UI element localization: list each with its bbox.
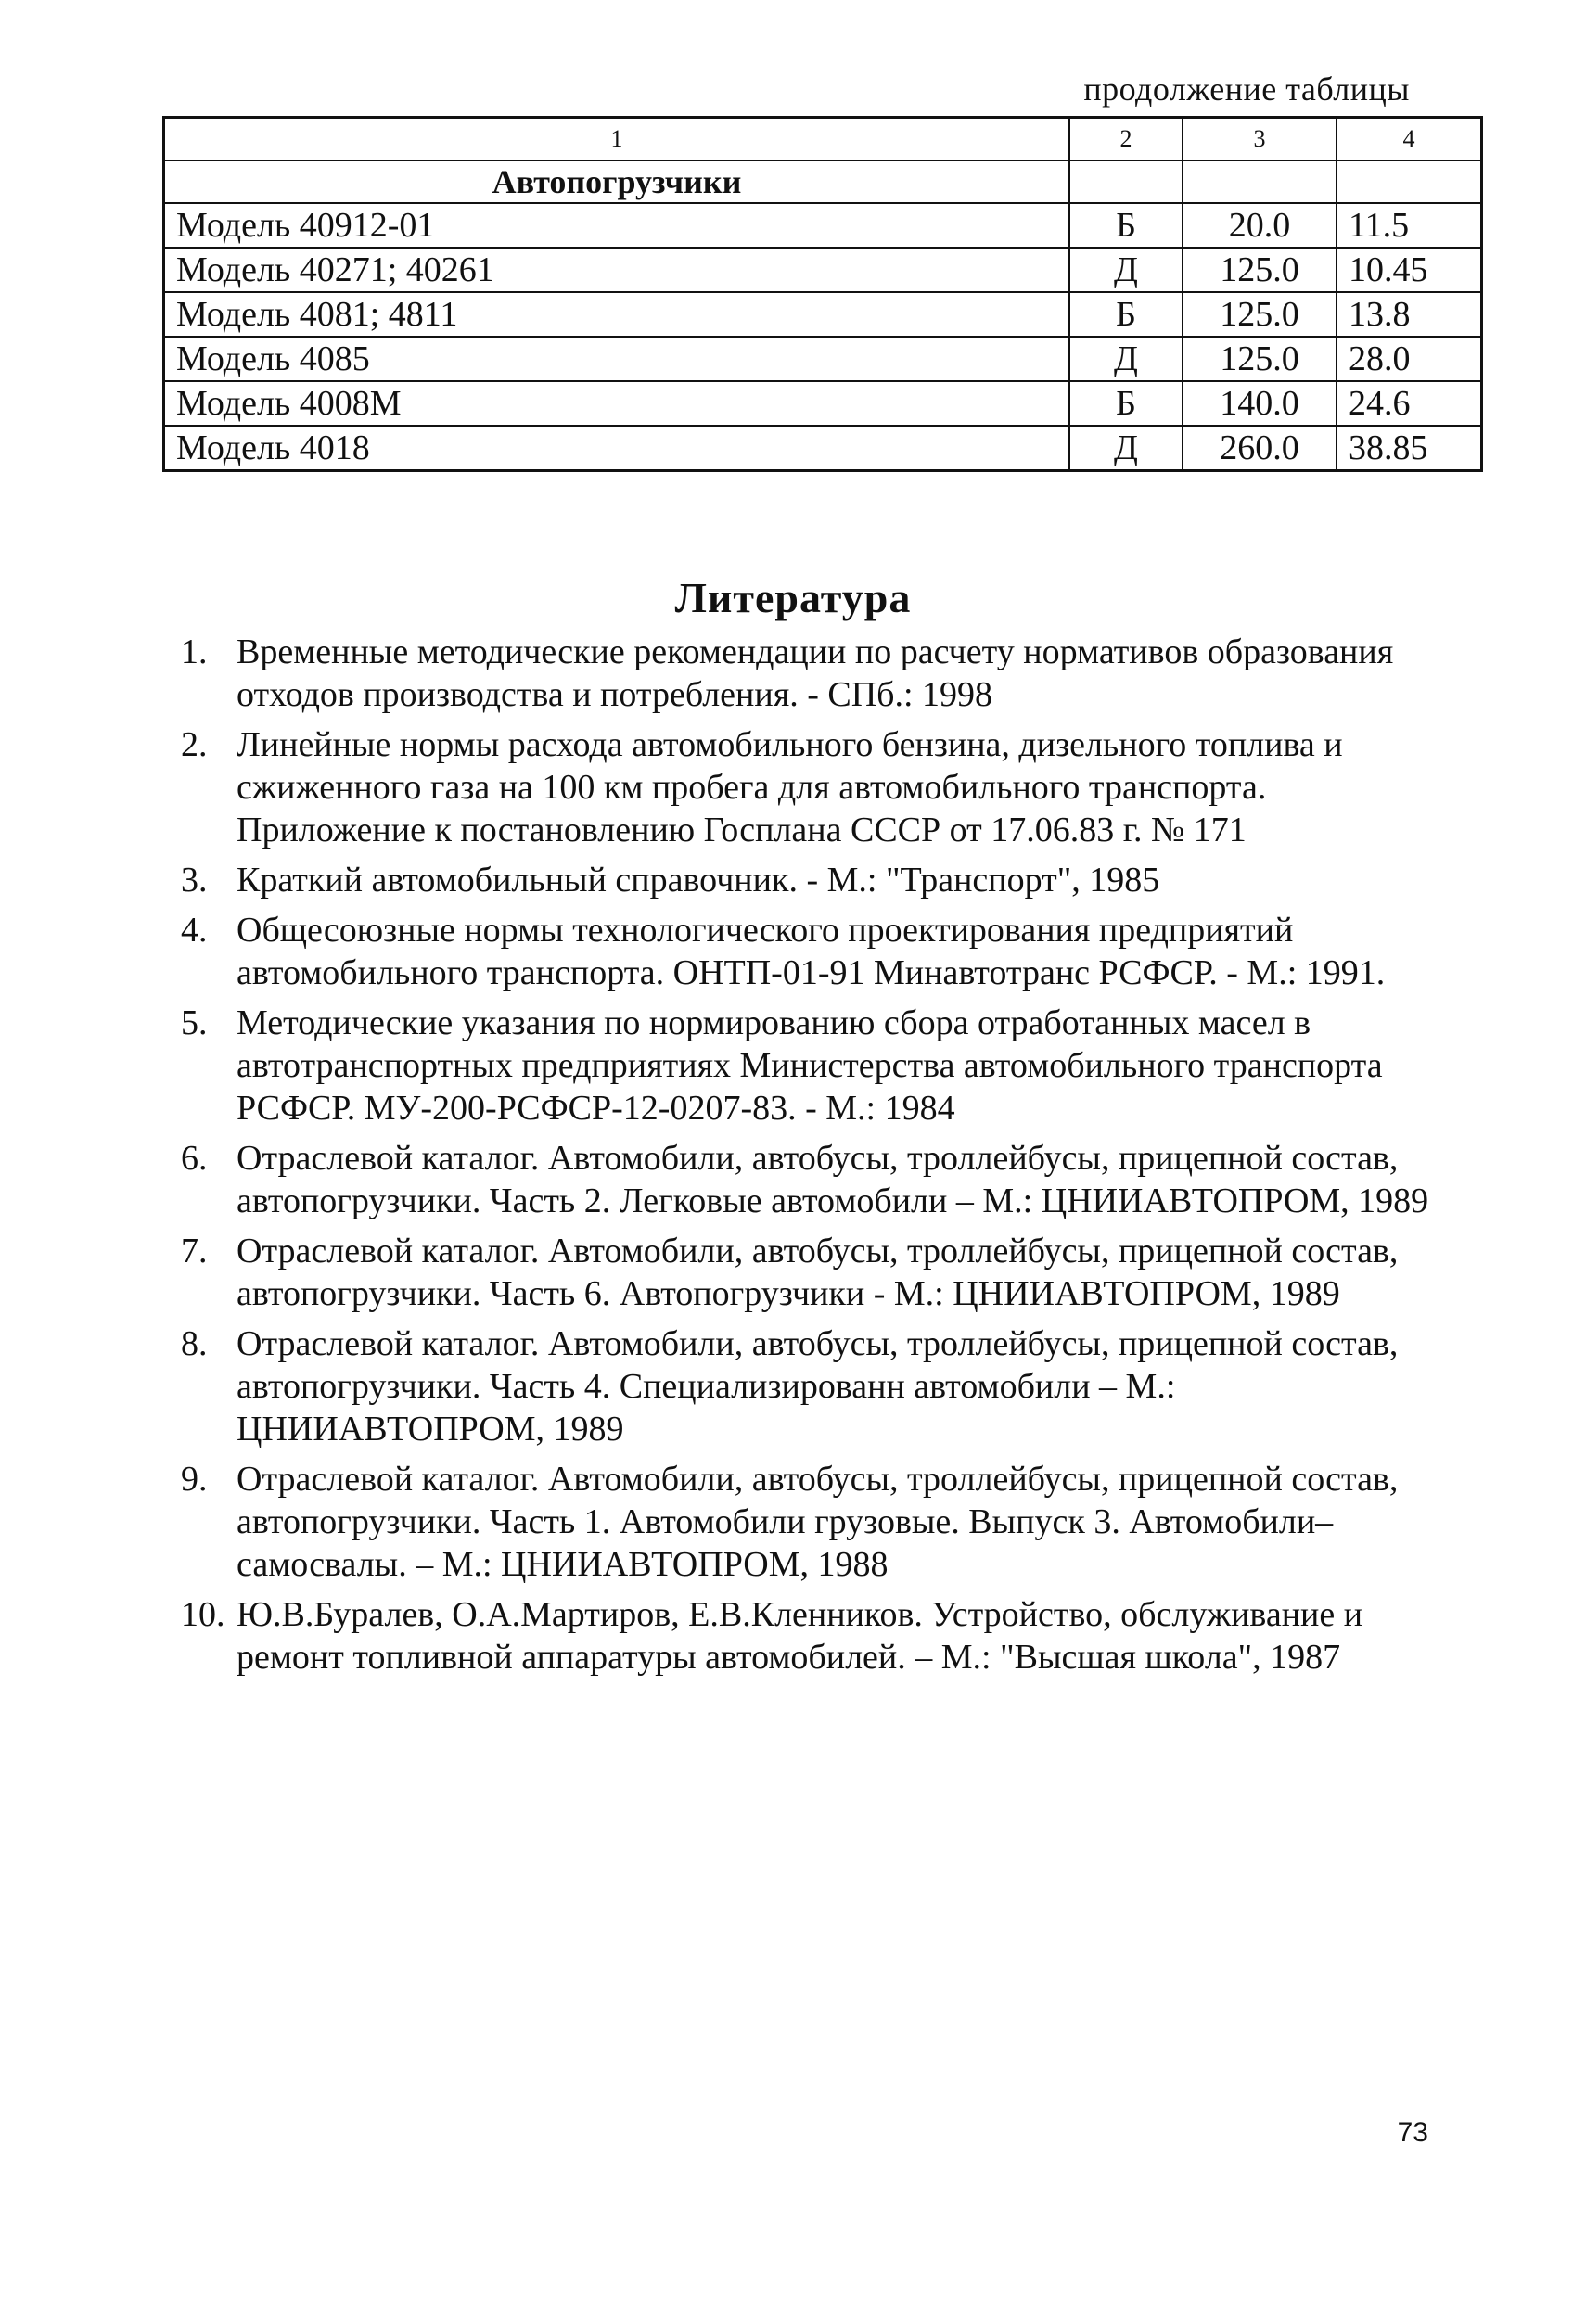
model-cell: Модель 4008М	[164, 381, 1070, 426]
page-number: 73	[1397, 2117, 1428, 2148]
fuel-type-cell: Д	[1069, 426, 1183, 471]
table-row	[164, 337, 1482, 381]
reference-text: Временные методические рекомендации по расчету нормативов образования отходов производства и потребления. - СПб.: 1998	[237, 632, 1394, 714]
model-cell: Модель 4018	[164, 426, 1070, 471]
column-header-3: 3	[1183, 118, 1337, 161]
model-cell: Модель 4081; 4811	[164, 292, 1070, 337]
reference-text: Отраслевой каталог. Автомобили, автобусы, троллейбусы, прицепной состав, автопогрузчики. Часть 6. Автопогрузчики - М.: ЦНИИАВТОПРОМ, 1989	[237, 1232, 1399, 1313]
model-cell: Модель 40271; 40261	[164, 248, 1070, 292]
table-row	[164, 381, 1482, 426]
column-header-1: 1	[164, 118, 1070, 161]
column-header-4: 4	[1337, 118, 1482, 161]
reference-number: 2.	[181, 725, 208, 764]
fuel-type-cell: Д	[1069, 337, 1183, 381]
table-row	[164, 203, 1482, 248]
section-empty-cell	[1183, 160, 1337, 203]
model-cell: Модель 40912-01	[164, 203, 1070, 248]
list-item	[181, 859, 1438, 901]
list-item	[181, 631, 1438, 716]
list-item	[181, 1593, 1438, 1679]
list-item	[181, 1322, 1438, 1450]
reference-text: Отраслевой каталог. Автомобили, автобусы, троллейбусы, прицепной состав, автопогрузчики. Часть 1. Автомобили грузовые. Выпуск 3. Автомобили–самосвалы. – М.: ЦНИИАВТОПРОМ, 1988	[237, 1460, 1399, 1584]
value1-cell: 140.0	[1183, 381, 1337, 426]
table-header-row	[164, 118, 1482, 161]
table-continuation-label: продолжение таблицы	[1083, 70, 1410, 108]
reference-text: Отраслевой каталог. Автомобили, автобусы, троллейбусы, прицепной состав, автопогрузчики. Часть 4. Специализированн автомобили – М.: ЦНИИАВТОПРОМ, 1989	[237, 1324, 1399, 1449]
literature-heading: Литература	[674, 574, 912, 621]
value2-cell: 13.8	[1337, 292, 1482, 337]
reference-number: 10.	[181, 1595, 225, 1634]
fuel-type-cell: Б	[1069, 292, 1183, 337]
value2-cell: 11.5	[1337, 203, 1482, 248]
list-item	[181, 1002, 1438, 1130]
fuel-type-cell: Д	[1069, 248, 1183, 292]
reference-number: 3.	[181, 861, 208, 900]
section-empty-cell	[1069, 160, 1183, 203]
table-row	[164, 292, 1482, 337]
value1-cell: 125.0	[1183, 292, 1337, 337]
list-item	[181, 909, 1438, 994]
table-row	[164, 426, 1482, 471]
reference-number: 5.	[181, 1003, 208, 1042]
column-header-2: 2	[1069, 118, 1183, 161]
reference-number: 7.	[181, 1232, 208, 1271]
reference-text: Краткий автомобильный справочник. - М.: "Транспорт", 1985	[237, 861, 1160, 900]
reference-number: 1.	[181, 632, 208, 671]
reference-text: Линейные нормы расхода автомобильного бензина, дизельного топлива и сжиженного газа на 100 км пробега для автомобильного транспорта. Приложение к постановлению Госплана СССР от 17.06.83 г. № 171	[237, 725, 1343, 849]
reference-number: 4.	[181, 911, 208, 950]
value2-cell: 28.0	[1337, 337, 1482, 381]
reference-number: 9.	[181, 1460, 208, 1499]
reference-text: Отраслевой каталог. Автомобили, автобусы, троллейбусы, прицепной состав, автопогрузчики. Часть 2. Легковые автомобили – М.: ЦНИИАВТОПРОМ, 1989	[237, 1139, 1429, 1220]
vehicle-fuel-table	[162, 116, 1483, 472]
list-item	[181, 723, 1438, 851]
reference-text: Общесоюзные нормы технологического проектирования предприятий автомобильного транспорта. ОНТП-01-91 Минавтотранс РСФСР. - М.: 1991.	[237, 911, 1386, 992]
list-item	[181, 1230, 1438, 1315]
value2-cell: 24.6	[1337, 381, 1482, 426]
model-cell: Модель 4085	[164, 337, 1070, 381]
fuel-type-cell: Б	[1069, 203, 1183, 248]
value1-cell: 20.0	[1183, 203, 1337, 248]
table-section-row	[164, 160, 1482, 203]
value1-cell: 125.0	[1183, 248, 1337, 292]
value2-cell: 38.85	[1337, 426, 1482, 471]
reference-text: Ю.В.Буралев, О.А.Мартиров, Е.В.Кленников. Устройство, обслуживание и ремонт топливной аппаратуры автомобилей. – М.: "Высшая школа", 1987	[237, 1595, 1363, 1677]
reference-number: 6.	[181, 1139, 208, 1178]
table-row	[164, 248, 1482, 292]
reference-text: Методические указания по нормированию сбора отработанных масел в автотранспортных предприятиях Министерства автомобильного транспорта РСФСР. МУ-200-РСФСР-12-0207-83. - М.: 1984	[237, 1003, 1383, 1128]
reference-list	[181, 631, 1438, 1686]
list-item	[181, 1137, 1438, 1222]
fuel-type-cell: Б	[1069, 381, 1183, 426]
reference-number: 8.	[181, 1324, 208, 1363]
value2-cell: 10.45	[1337, 248, 1482, 292]
list-item	[181, 1458, 1438, 1586]
section-empty-cell	[1337, 160, 1482, 203]
section-label: Автопогрузчики	[164, 160, 1070, 203]
value1-cell: 125.0	[1183, 337, 1337, 381]
value1-cell: 260.0	[1183, 426, 1337, 471]
